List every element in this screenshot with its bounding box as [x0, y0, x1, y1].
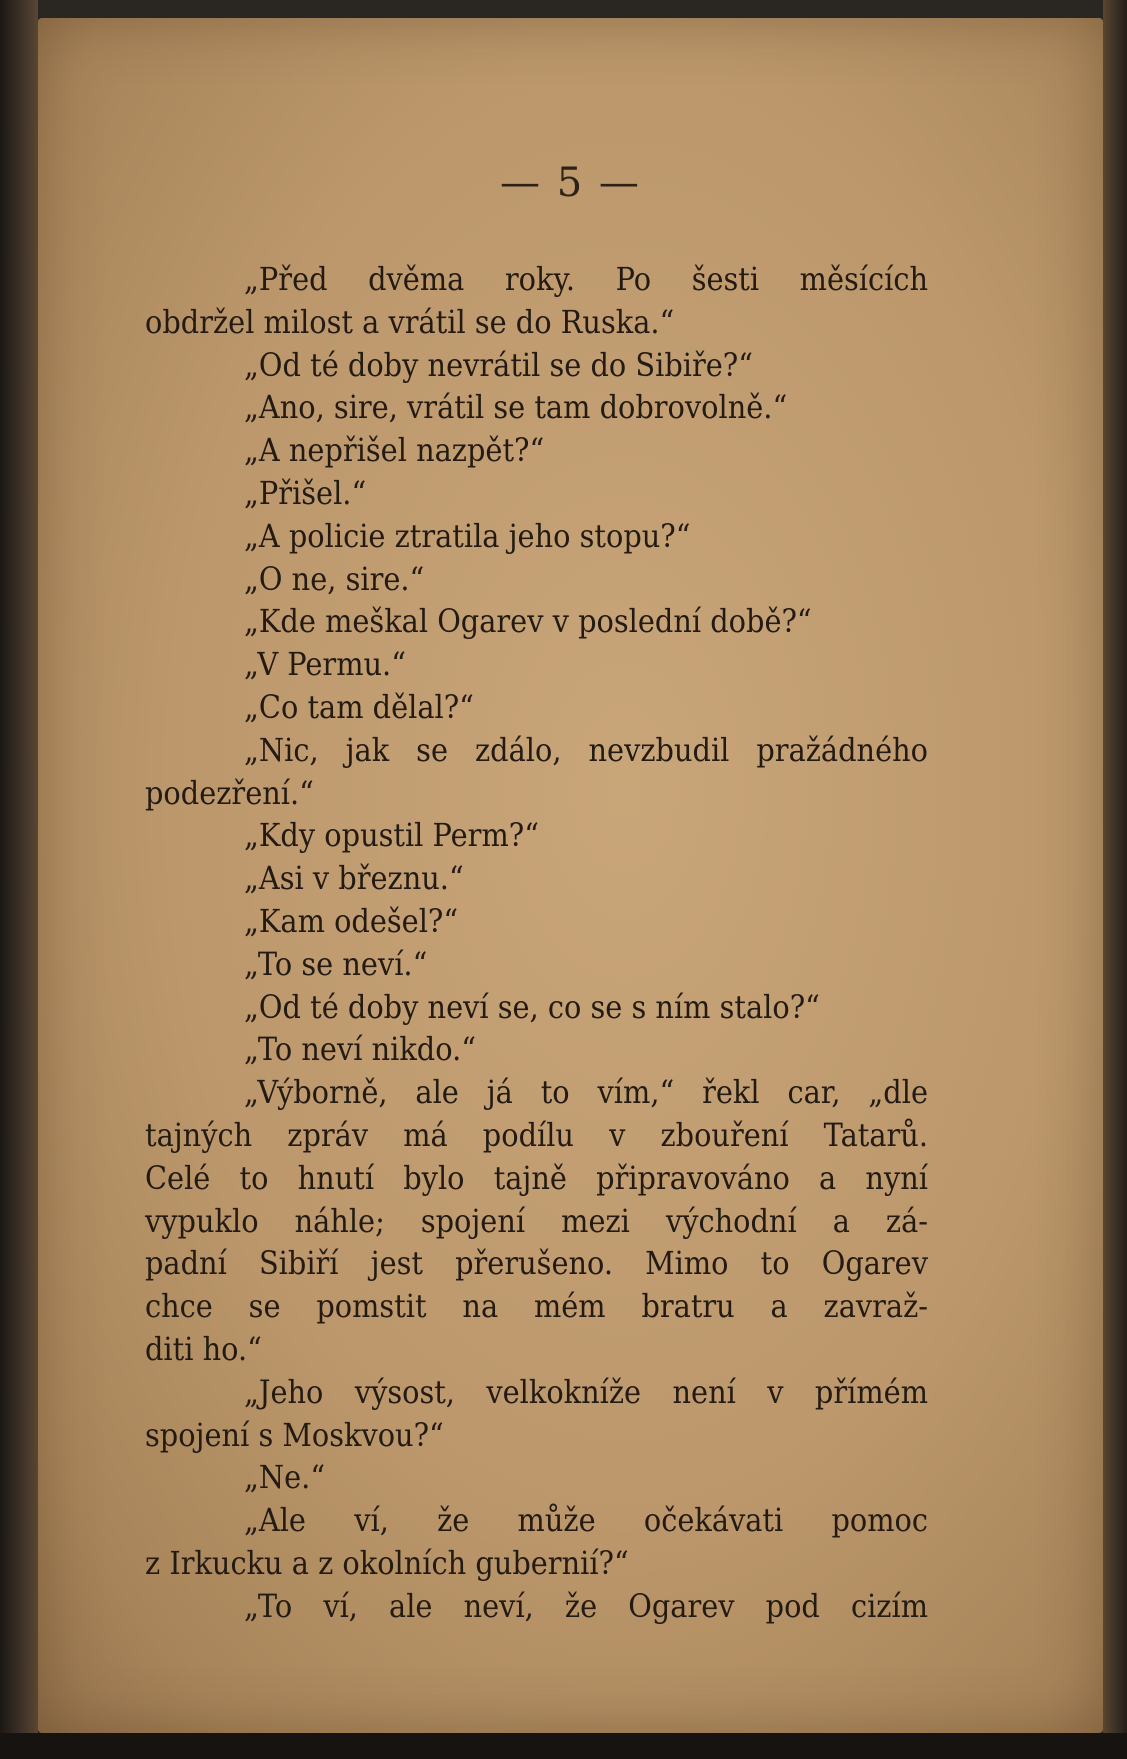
text-line: „Přišel.“	[244, 473, 367, 512]
text-line: obdržel milost a vrátil se do Ruska.“	[145, 302, 675, 341]
text-line: „Ano, sire, vrátil se tam dobrovolně.“	[244, 388, 788, 427]
book-page	[38, 18, 1103, 1733]
text-line: padní Sibiří jest přerušeno. Mimo to Ogarev	[145, 1244, 928, 1283]
page-number: — 5 —	[500, 160, 641, 206]
text-line: z Irkucku a z okolních gubernií?“	[145, 1543, 629, 1582]
text-line: spojení s Moskvou?“	[145, 1415, 444, 1454]
text-line: „Jeho výsost, velkokníže není v přímém	[244, 1372, 928, 1411]
text-line: „To ví, ale neví, že Ogarev pod cizím	[244, 1586, 928, 1625]
text-line: „Od té doby nevrátil se do Sibiře?“	[244, 345, 753, 384]
text-line: „V Permu.“	[244, 645, 406, 684]
text-line: „Výborně, ale já to vím,“ řekl car, „dle	[244, 1073, 928, 1112]
text-line: „To neví nikdo.“	[244, 1030, 476, 1069]
book-spine	[0, 0, 38, 1759]
text-line: „Kdy opustil Perm?“	[244, 816, 539, 855]
text-line: chce se pomstit na mém bratru a zavraž-	[145, 1287, 928, 1326]
text-line: „Nic, jak se zdálo, nevzbudil pražádného	[244, 730, 928, 769]
text-line: tajných zpráv má podílu v zbouření Tatarů.	[145, 1115, 928, 1154]
text-line: „Asi v březnu.“	[244, 859, 464, 898]
text-line: „O ne, sire.“	[244, 559, 425, 598]
text-line: „A policie ztratila jeho stopu?“	[244, 516, 691, 555]
text-line: „Co tam dělal?“	[244, 687, 474, 726]
text-line: „Kam odešel?“	[244, 901, 459, 940]
text-line: „Ale ví, že může očekávati pomoc	[244, 1501, 928, 1540]
page-edge-right	[1103, 0, 1127, 1759]
text-line: Celé to hnutí bylo tajně připravováno a nyní	[145, 1158, 928, 1197]
text-line: podezření.“	[145, 773, 314, 812]
text-line: „Od té doby neví se, co se s ním stalo?“	[244, 987, 820, 1026]
text-line: „To se neví.“	[244, 944, 428, 983]
text-line: diti ho.“	[145, 1329, 262, 1368]
text-line: vypuklo náhle; spojení mezi východní a zá-	[145, 1201, 928, 1240]
text-line: „Kde meškal Ogarev v poslední době?“	[244, 602, 812, 641]
text-line: „Před dvěma roky. Po šesti měsících	[244, 260, 928, 298]
text-line: „A nepřišel nazpět?“	[244, 431, 545, 470]
text-line: „Ne.“	[244, 1458, 326, 1497]
page-edge-bottom	[0, 1733, 1127, 1759]
page-text	[145, 258, 928, 1628]
